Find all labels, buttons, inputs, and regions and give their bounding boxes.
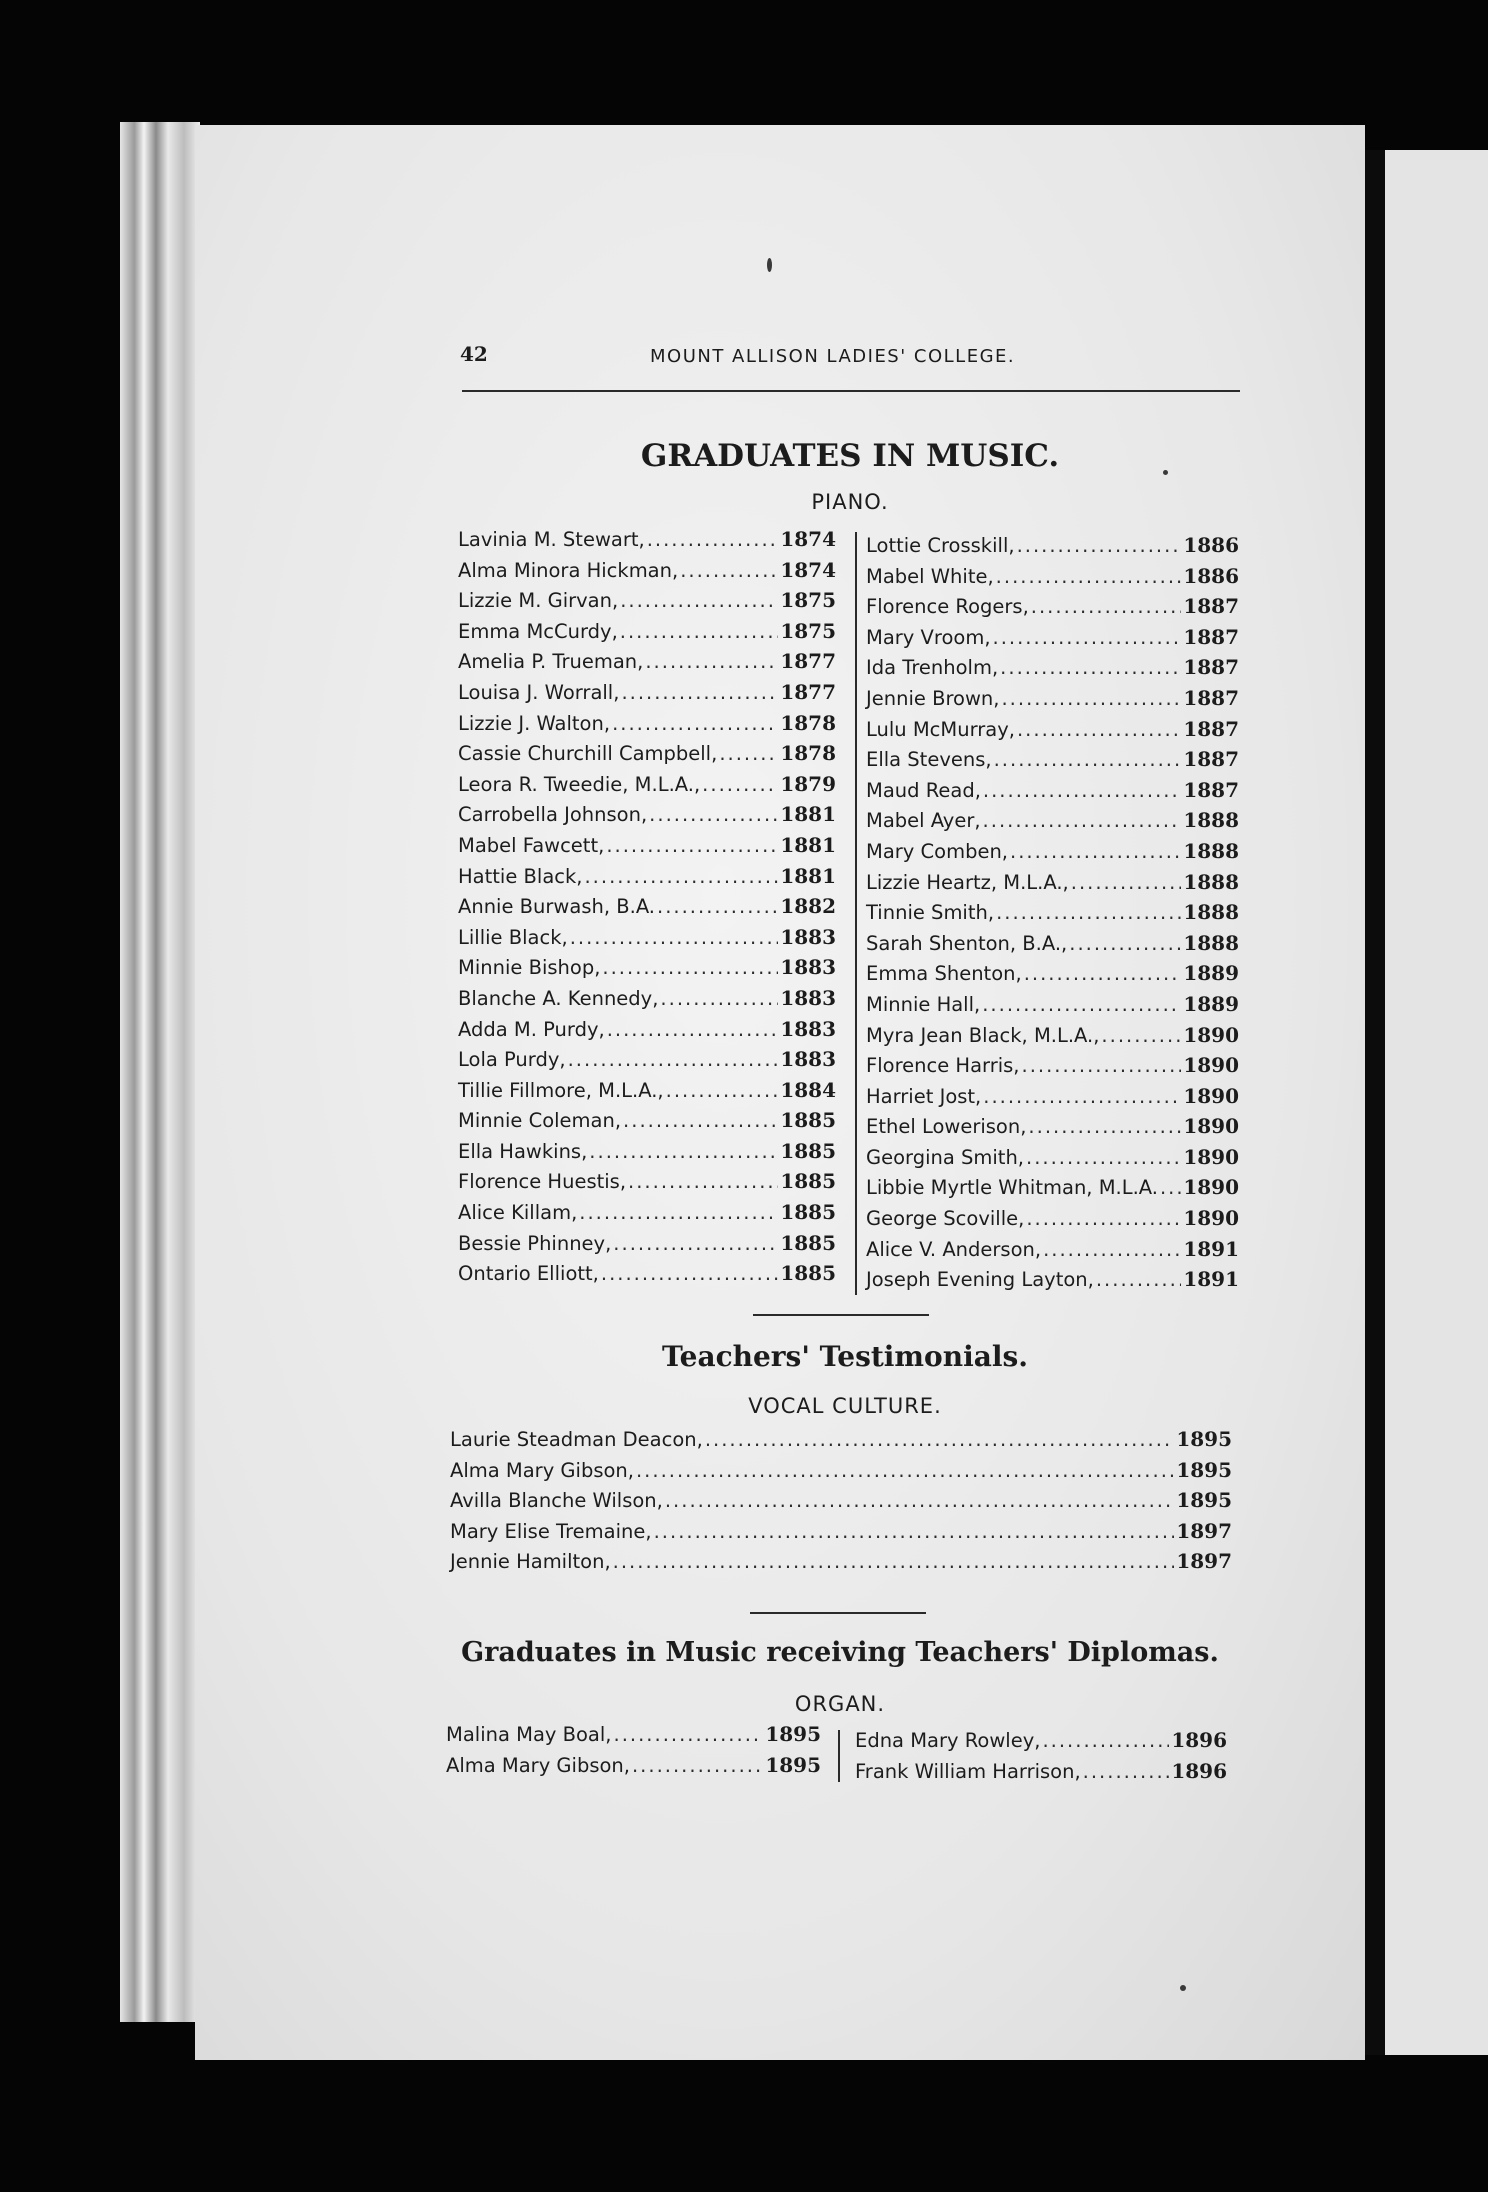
graduate-name: Blanche A. Kennedy,: [458, 986, 659, 1010]
graduate-name: Jennie Brown,: [866, 686, 1000, 710]
graduation-year: 1889: [1183, 961, 1239, 986]
graduates-title: GRADUATES IN MUSIC.: [640, 438, 1060, 474]
list-item: [458, 619, 836, 650]
list-item: [458, 558, 836, 589]
graduation-year: 1891: [1183, 1236, 1239, 1261]
graduation-year: 1897: [1176, 1549, 1232, 1574]
dot-leader: [613, 1232, 778, 1255]
graduation-year: 1895: [1176, 1488, 1232, 1513]
dot-leader: [1026, 1207, 1181, 1230]
graduation-year: 1895: [1176, 1457, 1232, 1482]
graduation-year: 1887: [1183, 624, 1239, 649]
dot-leader: [649, 803, 778, 826]
graduation-year: 1883: [780, 985, 836, 1010]
graduation-year: 1875: [780, 588, 836, 613]
dot-leader: [614, 1723, 764, 1746]
graduation-year: 1895: [1176, 1427, 1232, 1451]
list-item: [458, 711, 836, 742]
graduate-name: George Scoville,: [866, 1207, 1025, 1231]
dot-leader: [705, 1428, 1175, 1451]
section-divider: [750, 1612, 926, 1614]
graduate-name: Florence Huestis,: [458, 1170, 627, 1194]
dot-leader: [602, 956, 778, 979]
graduate-name: Louisa J. Worrall,: [458, 680, 620, 704]
graduate-name: Maud Read,: [866, 778, 981, 802]
graduation-year: 1886: [1183, 533, 1239, 557]
graduate-name: Annie Burwash, B.A.: [458, 895, 656, 919]
dot-leader: [613, 1550, 1175, 1573]
graduate-name: Lizzie Heartz, M.L.A.,: [866, 870, 1069, 894]
graduate-name: Ethel Lowerison,: [866, 1115, 1027, 1139]
list-item: [450, 1488, 1232, 1519]
graduate-name: Malina May Boal,: [446, 1723, 612, 1746]
dot-leader: [983, 1085, 1181, 1108]
dot-leader: [606, 834, 778, 857]
dot-leader: [1001, 687, 1181, 710]
graduation-year: 1877: [780, 679, 836, 704]
list-item: [450, 1549, 1232, 1580]
dot-leader: [654, 1520, 1175, 1543]
testimonials-list: [450, 1427, 1232, 1580]
dot-leader: [1026, 1146, 1181, 1169]
graduate-name: Ontario Elliott,: [458, 1262, 599, 1286]
next-page-edge: [1385, 150, 1488, 2055]
graduation-year: 1883: [780, 1047, 836, 1072]
dot-leader: [666, 1079, 779, 1102]
list-item: [866, 839, 1239, 870]
graduation-year: 1881: [780, 802, 836, 827]
graduate-name: Tinnie Smith,: [866, 901, 995, 925]
dot-leader: [983, 809, 1182, 832]
list-item: [866, 655, 1239, 686]
dot-leader: [589, 1140, 778, 1163]
dot-leader: [1160, 1176, 1181, 1199]
list-item: [866, 625, 1239, 656]
graduation-year: 1885: [780, 1230, 836, 1255]
graduation-year: 1891: [1183, 1267, 1239, 1292]
list-item: [866, 1114, 1239, 1145]
dot-leader: [607, 1018, 779, 1041]
dot-leader: [719, 742, 778, 765]
list-item: [855, 1759, 1227, 1790]
dot-leader: [1031, 595, 1182, 618]
graduate-name: Bessie Phinney,: [458, 1231, 612, 1255]
page-number: 42: [460, 342, 488, 366]
graduation-year: 1896: [1171, 1728, 1227, 1752]
list-item: [866, 1023, 1239, 1054]
dot-leader: [632, 1754, 763, 1777]
list-item: [458, 925, 836, 956]
graduate-name: Sarah Shenton, B.A.,: [866, 931, 1068, 955]
ink-speck: [1180, 1985, 1186, 1991]
graduate-name: Alma Mary Gibson,: [446, 1753, 630, 1777]
graduation-year: 1888: [1183, 869, 1239, 894]
graduates-left-column: [458, 527, 836, 1292]
graduation-year: 1887: [1183, 685, 1239, 710]
list-item: [866, 717, 1239, 748]
diplomas-left-column: [446, 1722, 821, 1783]
list-item: [458, 1169, 836, 1200]
graduation-year: 1890: [1183, 1206, 1239, 1231]
list-item: [458, 741, 836, 772]
graduation-year: 1887: [1183, 777, 1239, 802]
dot-leader: [680, 559, 778, 582]
graduation-year: 1885: [780, 1200, 836, 1225]
graduation-year: 1887: [1183, 747, 1239, 772]
dot-leader: [1101, 1024, 1181, 1047]
list-item: [458, 1139, 836, 1170]
graduation-year: 1888: [1183, 808, 1239, 833]
graduation-year: 1885: [780, 1261, 836, 1286]
graduate-name: Minnie Bishop,: [458, 956, 601, 980]
graduation-year: 1890: [1183, 1114, 1239, 1139]
ink-speck: [767, 258, 772, 272]
column-divider: [855, 532, 857, 1295]
page-edge: [120, 122, 200, 2022]
graduate-name: Edna Mary Rowley,: [855, 1729, 1041, 1752]
graduation-year: 1886: [1183, 563, 1239, 588]
graduate-name: Mary Vroom,: [866, 625, 991, 649]
dot-leader: [628, 1170, 778, 1193]
vocal-culture-subtitle: VOCAL CULTURE.: [748, 1394, 942, 1418]
graduation-year: 1887: [1183, 655, 1239, 680]
graduate-name: Lavinia M. Stewart,: [458, 528, 645, 551]
dot-leader: [993, 626, 1182, 649]
list-item: [458, 1261, 836, 1292]
dot-leader: [584, 865, 778, 888]
graduate-name: Hattie Black,: [458, 864, 583, 888]
graduation-year: 1885: [780, 1169, 836, 1194]
dot-leader: [620, 589, 778, 612]
diplomas-title: Graduates in Music receiving Teachers' Diplomas.: [461, 1637, 1219, 1668]
list-item: [866, 594, 1239, 625]
graduation-year: 1890: [1183, 1083, 1239, 1108]
graduate-name: Libbie Myrtle Whitman, M.L.A.: [866, 1176, 1158, 1200]
testimonials-title: Teachers' Testimonials.: [662, 1340, 1028, 1373]
graduate-name: Mabel Fawcett,: [458, 833, 605, 857]
dot-leader: [1069, 932, 1181, 955]
graduation-year: 1883: [780, 1016, 836, 1041]
list-item: [855, 1728, 1227, 1759]
list-item: [450, 1427, 1232, 1458]
list-item: [458, 1078, 836, 1109]
list-item: [458, 864, 836, 895]
list-item: [866, 961, 1239, 992]
graduate-name: Lottie Crosskill,: [866, 534, 1015, 557]
dot-leader: [1017, 534, 1182, 557]
list-item: [458, 680, 836, 711]
graduation-year: 1877: [780, 649, 836, 674]
list-item: [866, 1084, 1239, 1115]
graduate-name: Avilla Blanche Wilson,: [450, 1489, 663, 1513]
running-title: MOUNT ALLISON LADIES' COLLEGE.: [650, 346, 1016, 367]
organ-subtitle: ORGAN.: [794, 1692, 886, 1716]
list-item: [458, 649, 836, 680]
dot-leader: [1017, 718, 1181, 741]
graduation-year: 1888: [1183, 900, 1239, 925]
graduate-name: Ida Trenholm,: [866, 656, 999, 680]
graduation-year: 1896: [1171, 1758, 1227, 1783]
graduate-name: Alma Mary Gibson,: [450, 1458, 634, 1482]
dot-leader: [996, 565, 1182, 588]
list-item: [866, 564, 1239, 595]
graduation-year: 1890: [1183, 1053, 1239, 1078]
list-item: [866, 870, 1239, 901]
list-item: [446, 1722, 821, 1753]
list-item: [450, 1519, 1232, 1550]
graduate-name: Lulu McMurray,: [866, 717, 1015, 741]
graduate-name: Joseph Evening Layton,: [866, 1268, 1094, 1292]
graduate-name: Mabel Ayer,: [866, 809, 981, 833]
graduation-year: 1887: [1183, 594, 1239, 619]
graduate-name: Myra Jean Black, M.L.A.,: [866, 1023, 1100, 1047]
list-item: [866, 1237, 1239, 1268]
list-item: [450, 1458, 1232, 1489]
section-divider: [753, 1314, 929, 1316]
dot-leader: [702, 773, 778, 796]
list-item: [458, 1231, 836, 1262]
graduation-year: 1889: [1183, 991, 1239, 1016]
graduation-year: 1895: [765, 1752, 821, 1777]
graduate-name: Florence Harris,: [866, 1054, 1020, 1078]
list-item: [866, 686, 1239, 717]
dot-leader: [1010, 840, 1181, 863]
graduate-name: Adda M. Purdy,: [458, 1017, 605, 1041]
graduate-name: Cassie Churchill Campbell,: [458, 742, 718, 766]
list-item: [866, 1175, 1239, 1206]
dot-leader: [570, 926, 779, 949]
graduate-name: Mabel White,: [866, 564, 994, 588]
dot-leader: [568, 1048, 779, 1071]
list-item: [458, 527, 836, 558]
graduation-year: 1888: [1183, 930, 1239, 955]
graduation-year: 1884: [780, 1077, 836, 1102]
graduation-year: 1890: [1183, 1022, 1239, 1047]
graduate-name: Lola Purdy,: [458, 1048, 566, 1072]
dot-leader: [1022, 1054, 1182, 1077]
list-item: [458, 588, 836, 619]
dot-leader: [647, 528, 779, 551]
dot-leader: [1024, 962, 1182, 985]
dot-leader: [601, 1262, 778, 1285]
dot-leader: [620, 620, 779, 643]
graduate-name: Tillie Fillmore, M.L.A.,: [458, 1078, 664, 1102]
list-item: [866, 1145, 1239, 1176]
graduation-year: 1881: [780, 863, 836, 888]
graduate-name: Mary Elise Tremaine,: [450, 1519, 652, 1543]
graduate-name: Emma McCurdy,: [458, 619, 618, 643]
graduation-year: 1885: [780, 1138, 836, 1163]
graduation-year: 1888: [1183, 838, 1239, 863]
list-item: [866, 900, 1239, 931]
list-item: [866, 808, 1239, 839]
graduation-year: 1874: [780, 557, 836, 582]
list-item: [458, 833, 836, 864]
dot-leader: [994, 748, 1182, 771]
graduation-year: 1897: [1176, 1518, 1232, 1543]
list-item: [458, 986, 836, 1017]
piano-subtitle: PIANO.: [811, 490, 889, 514]
list-item: [866, 1053, 1239, 1084]
dot-leader: [612, 712, 778, 735]
graduation-year: 1895: [765, 1722, 821, 1746]
graduate-name: Leora R. Tweedie, M.L.A.,: [458, 772, 701, 796]
list-item: [458, 894, 836, 925]
list-item: [866, 778, 1239, 809]
graduate-name: Georgina Smith,: [866, 1145, 1025, 1169]
dot-leader: [983, 779, 1181, 802]
graduate-name: Mary Comben,: [866, 839, 1009, 863]
list-item: [446, 1753, 821, 1784]
graduation-year: 1887: [1183, 716, 1239, 741]
column-divider: [838, 1730, 840, 1782]
list-item: [458, 1047, 836, 1078]
graduation-year: 1879: [780, 771, 836, 796]
list-item: [458, 772, 836, 803]
graduate-name: Ella Hawkins,: [458, 1139, 588, 1163]
graduation-year: 1882: [780, 894, 836, 919]
dot-leader: [1096, 1268, 1181, 1291]
graduation-year: 1875: [780, 618, 836, 643]
list-item: [866, 1206, 1239, 1237]
graduate-name: Carrobella Johnson,: [458, 803, 648, 827]
list-item: [458, 955, 836, 986]
graduate-name: Alice Killam,: [458, 1201, 578, 1225]
graduate-name: Laurie Steadman Deacon,: [450, 1428, 703, 1451]
graduate-name: Lizzie J. Walton,: [458, 711, 611, 735]
graduate-name: Jennie Hamilton,: [450, 1550, 611, 1574]
list-item: [866, 1267, 1239, 1298]
dot-leader: [996, 901, 1181, 924]
graduate-name: Alma Minora Hickman,: [458, 558, 679, 582]
list-item: [866, 992, 1239, 1023]
graduate-name: Florence Rogers,: [866, 595, 1029, 619]
dot-leader: [579, 1201, 778, 1224]
dot-leader: [1071, 871, 1182, 894]
graduation-year: 1890: [1183, 1175, 1239, 1200]
dot-leader: [1042, 1729, 1169, 1752]
graduation-year: 1890: [1183, 1144, 1239, 1169]
graduation-year: 1883: [780, 955, 836, 980]
dot-leader: [621, 681, 778, 704]
list-item: [458, 1200, 836, 1231]
dot-leader: [982, 993, 1181, 1016]
dot-leader: [636, 1459, 1174, 1482]
graduate-name: Frank William Harrison,: [855, 1759, 1081, 1783]
running-head: [460, 342, 1240, 372]
dot-leader: [660, 987, 778, 1010]
graduation-year: 1878: [780, 741, 836, 766]
graduates-right-column: [866, 533, 1239, 1298]
graduate-name: Alice V. Anderson,: [866, 1237, 1042, 1261]
graduation-year: 1874: [780, 527, 836, 551]
graduate-name: Minnie Hall,: [866, 992, 981, 1016]
graduate-name: Minnie Coleman,: [458, 1109, 622, 1133]
header-rule: [462, 390, 1240, 392]
diplomas-right-column: [855, 1728, 1227, 1789]
graduate-name: Emma Shenton,: [866, 962, 1022, 986]
list-item: [458, 1017, 836, 1048]
graduation-year: 1883: [780, 924, 836, 949]
graduate-name: Ella Stevens,: [866, 748, 992, 772]
dot-leader: [645, 650, 778, 673]
book-gutter: [1365, 150, 1387, 2055]
dot-leader: [1043, 1238, 1181, 1261]
graduate-name: Harriet Jost,: [866, 1084, 982, 1108]
dot-leader: [657, 895, 778, 918]
graduation-year: 1885: [780, 1108, 836, 1133]
graduate-name: Lizzie M. Girvan,: [458, 589, 619, 613]
graduation-year: 1878: [780, 710, 836, 735]
dot-leader: [665, 1489, 1174, 1512]
dot-leader: [1028, 1115, 1181, 1138]
dot-leader: [623, 1109, 778, 1132]
dot-leader: [1083, 1760, 1170, 1783]
graduate-name: Amelia P. Trueman,: [458, 650, 644, 674]
graduate-name: Lillie Black,: [458, 925, 568, 949]
list-item: [866, 931, 1239, 962]
graduation-year: 1881: [780, 832, 836, 857]
dot-leader: [1000, 656, 1181, 679]
list-item: [866, 747, 1239, 778]
list-item: [458, 802, 836, 833]
list-item: [866, 533, 1239, 564]
list-item: [458, 1108, 836, 1139]
